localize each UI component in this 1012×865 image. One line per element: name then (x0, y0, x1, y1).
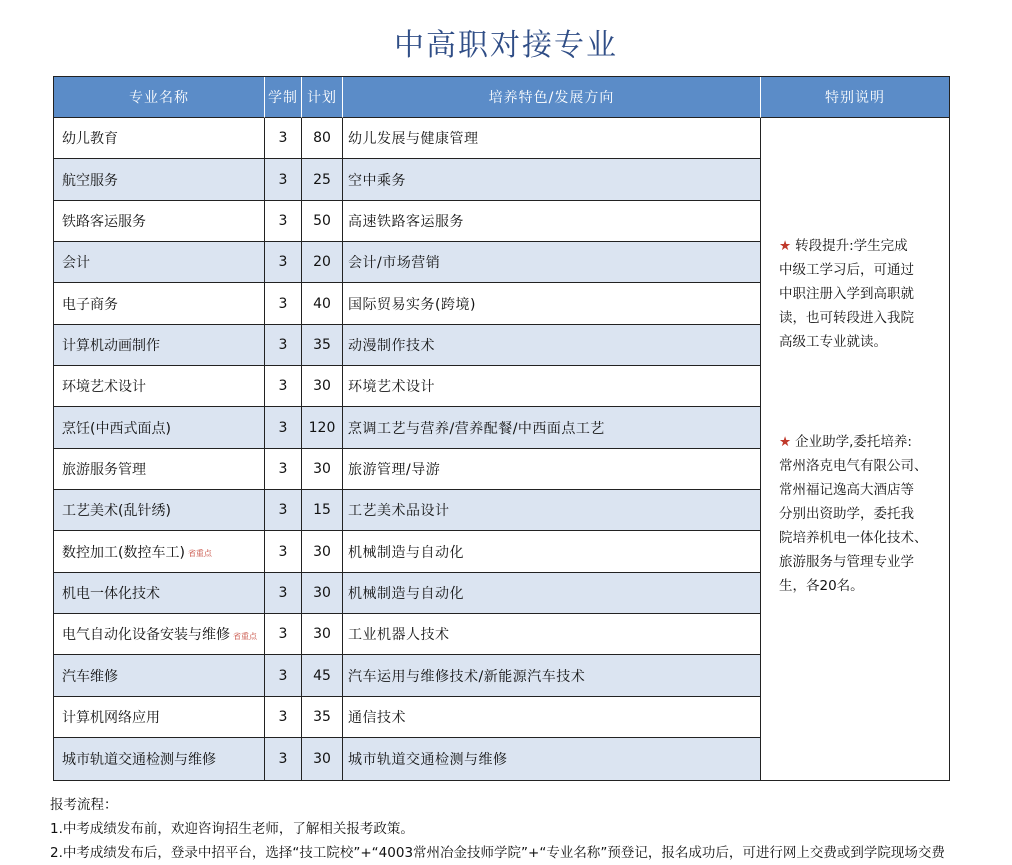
direction-value: 国际贸易实务(跨境) (343, 283, 761, 324)
direction-value: 汽车运用与维修技术/新能源汽车技术 (343, 655, 761, 696)
direction-value: 高速铁路客运服务 (343, 201, 761, 242)
note-text: 读，也可转段进入我院 (779, 310, 914, 326)
years-value: 3 (265, 366, 302, 407)
major-name (54, 697, 265, 738)
process-step-1: 1.中考成绩发布前，欢迎咨询招生老师，了解相关报考政策。 (50, 821, 414, 837)
major-name (54, 366, 265, 407)
major-name (54, 118, 265, 159)
note-transfer (779, 234, 939, 354)
note-enterprise-sponsorship (779, 430, 939, 598)
plan-value: 80 (302, 118, 343, 159)
years-value: 3 (265, 325, 302, 366)
direction-value: 幼儿发展与健康管理 (343, 118, 761, 159)
plan-value: 30 (302, 531, 343, 572)
major-name-text: 电子商务 (62, 296, 118, 313)
page-title: 中高职对接专业 (394, 28, 618, 63)
years-value: 3 (265, 242, 302, 283)
header-plan: 计划 (302, 77, 343, 118)
major-name-text: 工艺美术(乱针绣) (62, 503, 171, 520)
note-line (779, 282, 939, 306)
major-name (54, 201, 265, 242)
direction-value: 城市轨道交通检测与维修 (343, 738, 761, 779)
note-text: 生，各20名。 (779, 578, 864, 594)
major-name (54, 531, 265, 572)
note-text: 中职注册入学到高职就 (779, 286, 914, 302)
direction-value: 烹调工艺与营养/营养配餐/中西面点工艺 (343, 407, 761, 448)
plan-value: 20 (302, 242, 343, 283)
note-line (779, 430, 939, 454)
years-value: 3 (265, 655, 302, 696)
years-value: 3 (265, 697, 302, 738)
years-value: 3 (265, 490, 302, 531)
note-text: 院培养机电一体化技术、 (779, 530, 928, 546)
note-text: 分别出资助学，委托我 (779, 506, 914, 522)
plan-value: 45 (302, 655, 343, 696)
note-line (779, 330, 939, 354)
note-line (779, 454, 939, 478)
major-name-text: 汽车维修 (62, 668, 118, 685)
major-name (54, 490, 265, 531)
major-name (54, 283, 265, 324)
major-name (54, 325, 265, 366)
plan-value: 30 (302, 366, 343, 407)
years-value: 3 (265, 407, 302, 448)
star-icon: ★ (779, 434, 792, 450)
note-text: 旅游服务与管理专业学 (779, 554, 914, 570)
major-name (54, 614, 265, 655)
note-line (779, 234, 939, 258)
major-name-text: 航空服务 (62, 172, 118, 189)
note-line (779, 574, 939, 598)
note-line (779, 258, 939, 282)
direction-value: 旅游管理/导游 (343, 449, 761, 490)
note-text: 高级工专业就读。 (779, 334, 887, 350)
note-text: 转段提升:学生完成 (795, 238, 908, 254)
years-value: 3 (265, 449, 302, 490)
plan-value: 30 (302, 573, 343, 614)
major-name-text: 幼儿教育 (62, 131, 118, 148)
note-line (779, 526, 939, 550)
application-process (50, 793, 945, 865)
plan-value: 30 (302, 449, 343, 490)
years-value: 3 (265, 201, 302, 242)
major-name-text: 机电一体化技术 (62, 585, 160, 602)
plan-value: 30 (302, 614, 343, 655)
major-name-text: 旅游服务管理 (62, 461, 146, 478)
plan-value: 25 (302, 159, 343, 200)
plan-value: 120 (302, 407, 343, 448)
star-icon: ★ (779, 238, 792, 254)
note-line (779, 306, 939, 330)
note-line (779, 550, 939, 574)
plan-value: 40 (302, 283, 343, 324)
major-name-text: 计算机动画制作 (62, 337, 160, 354)
major-name-text: 城市轨道交通检测与维修 (62, 751, 216, 768)
major-name-text: 会计 (62, 255, 90, 272)
major-name (54, 655, 265, 696)
plan-value: 50 (302, 201, 343, 242)
years-value: 3 (265, 283, 302, 324)
years-value: 3 (265, 738, 302, 779)
majors-table (53, 76, 950, 781)
direction-value: 机械制造与自动化 (343, 573, 761, 614)
years-value: 3 (265, 531, 302, 572)
note-line (779, 478, 939, 502)
major-name-text: 计算机网络应用 (62, 709, 160, 726)
note-text: 企业助学,委托培养: (795, 434, 912, 450)
direction-value: 环境艺术设计 (343, 366, 761, 407)
plan-value: 35 (302, 697, 343, 738)
direction-value: 动漫制作技术 (343, 325, 761, 366)
header-note: 特别说明 (761, 77, 949, 118)
major-name-text: 环境艺术设计 (62, 379, 146, 396)
process-heading: 报考流程： (50, 797, 118, 813)
years-value: 3 (265, 573, 302, 614)
special-notes (761, 118, 949, 780)
major-name (54, 738, 265, 779)
direction-value: 会计/市场营销 (343, 242, 761, 283)
years-value: 3 (265, 614, 302, 655)
direction-value: 机械制造与自动化 (343, 531, 761, 572)
direction-value: 工业机器人技术 (343, 614, 761, 655)
header-major-name: 专业名称 (54, 77, 265, 118)
key-major-badge: 省重点 (187, 549, 212, 559)
years-value: 3 (265, 159, 302, 200)
direction-value: 工艺美术品设计 (343, 490, 761, 531)
note-text: 常州洛克电气有限公司、 (779, 458, 928, 474)
major-name-text: 烹饪(中西式面点) (62, 420, 171, 437)
major-name (54, 159, 265, 200)
major-name (54, 242, 265, 283)
plan-value: 30 (302, 738, 343, 779)
major-name-text: 铁路客运服务 (62, 213, 146, 230)
note-text: 常州福记逸高大酒店等 (779, 482, 914, 498)
key-major-badge: 省重点 (233, 631, 257, 641)
header-years: 学制 (265, 77, 302, 118)
direction-value: 空中乘务 (343, 159, 761, 200)
header-direction: 培养特色/发展方向 (343, 77, 761, 118)
direction-value: 通信技术 (343, 697, 761, 738)
major-name-text: 数控加工(数控车工) (62, 544, 185, 561)
major-name-text: 电气自动化设备安装与维修 (62, 627, 230, 644)
major-name (54, 449, 265, 490)
process-step-2: 2.中考成绩发布后，登录中招平台，选择“技工院校”+“4003常州冶金技师学院”+“专业名称”预登记，报名成功后，可进行网上交费或到学院现场交费 (50, 845, 945, 861)
note-text: 中级工学习后，可通过 (779, 262, 914, 278)
major-name (54, 573, 265, 614)
plan-value: 15 (302, 490, 343, 531)
plan-value: 35 (302, 325, 343, 366)
years-value: 3 (265, 118, 302, 159)
note-line (779, 502, 939, 526)
major-name (54, 407, 265, 448)
